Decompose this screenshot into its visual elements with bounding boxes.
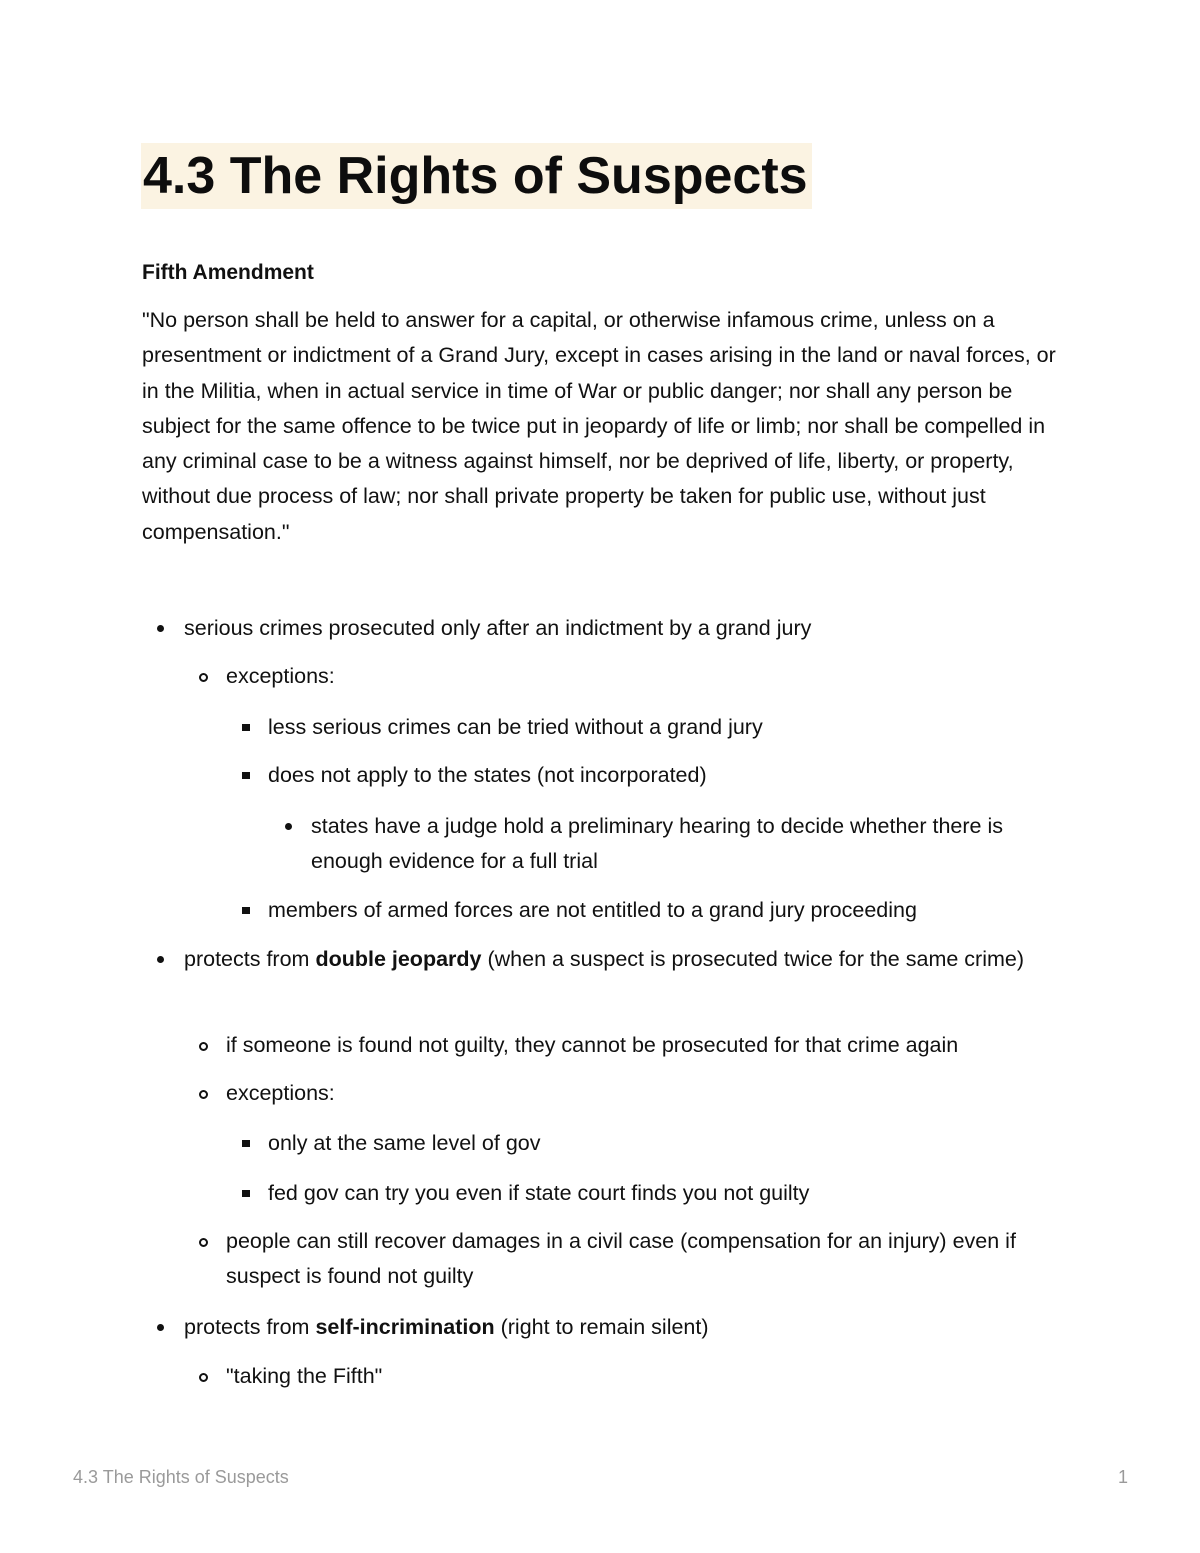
list-item: members of armed forces are not entitled to a grand jury proceeding [268, 898, 917, 922]
list-item [184, 942, 1054, 977]
list-item: people can still recover damages in a civil case (compensation for an injury) even if suspect is found not guilty [226, 1229, 1016, 1288]
list-item-text: protects from [184, 1315, 316, 1339]
bullet-disc [157, 625, 164, 632]
list-item-text: (right to remain silent) [494, 1315, 709, 1339]
bullet-circle [199, 673, 208, 682]
bullet-disc [157, 1324, 164, 1331]
page-number: 1 [1118, 1467, 1129, 1487]
bullet-square [242, 907, 250, 914]
list-item-text: (when a suspect is prosecuted twice for the same crime) [481, 947, 1024, 971]
amendment-quote: "No person shall be held to answer for a capital, or otherwise infamous crime, unless on a presentment or indictment of a Grand Jury, except in cases arising in the land or naval forces, or in the Militia, when in actual service in time of War or public danger; nor shall any person be subject for the same offence to be twice put in jeopardy of life or limb; nor shall be compelled in any criminal case to be a witness against himself, nor be deprived of life, liberty, or property, without due process of law; nor shall private property be taken for public use, without just compensation." [142, 308, 1056, 544]
bullet-square [242, 772, 250, 779]
footer-title: 4.3 The Rights of Suspects [73, 1467, 289, 1487]
bullet-circle [199, 1090, 208, 1099]
list-item: states have a judge hold a preliminary hearing to decide whether there is enough evidence for a full trial [311, 814, 1003, 873]
list-item: exceptions: [226, 664, 335, 688]
list-item: serious crimes prosecuted only after an indictment by a grand jury [184, 616, 812, 640]
page-title: 4.3 The Rights of Suspects [141, 143, 812, 209]
bullet-square [242, 1140, 250, 1147]
bullet-disc [157, 956, 164, 963]
bullet-circle [199, 1238, 208, 1247]
bullet-circle [199, 1042, 208, 1051]
list-item: if someone is found not guilty, they cannot be prosecuted for that crime again [226, 1033, 959, 1057]
key-term: self-incrimination [315, 1315, 495, 1339]
list-item: does not apply to the states (not incorporated) [268, 763, 707, 787]
list-item: less serious crimes can be tried without a grand jury [268, 715, 763, 739]
bullet-square [242, 1190, 250, 1197]
list-item-text: protects from [184, 947, 316, 971]
list-item [184, 1310, 709, 1345]
key-term: double jeopardy [315, 947, 482, 971]
list-item: "taking the Fifth" [226, 1364, 383, 1388]
list-item: only at the same level of gov [268, 1131, 541, 1155]
list-item: exceptions: [226, 1081, 335, 1105]
bullet-circle [199, 1373, 208, 1382]
section-heading: Fifth Amendment [142, 261, 314, 284]
bullet-square [242, 724, 250, 731]
bullet-disc [285, 823, 292, 830]
list-item: fed gov can try you even if state court finds you not guilty [268, 1181, 810, 1205]
